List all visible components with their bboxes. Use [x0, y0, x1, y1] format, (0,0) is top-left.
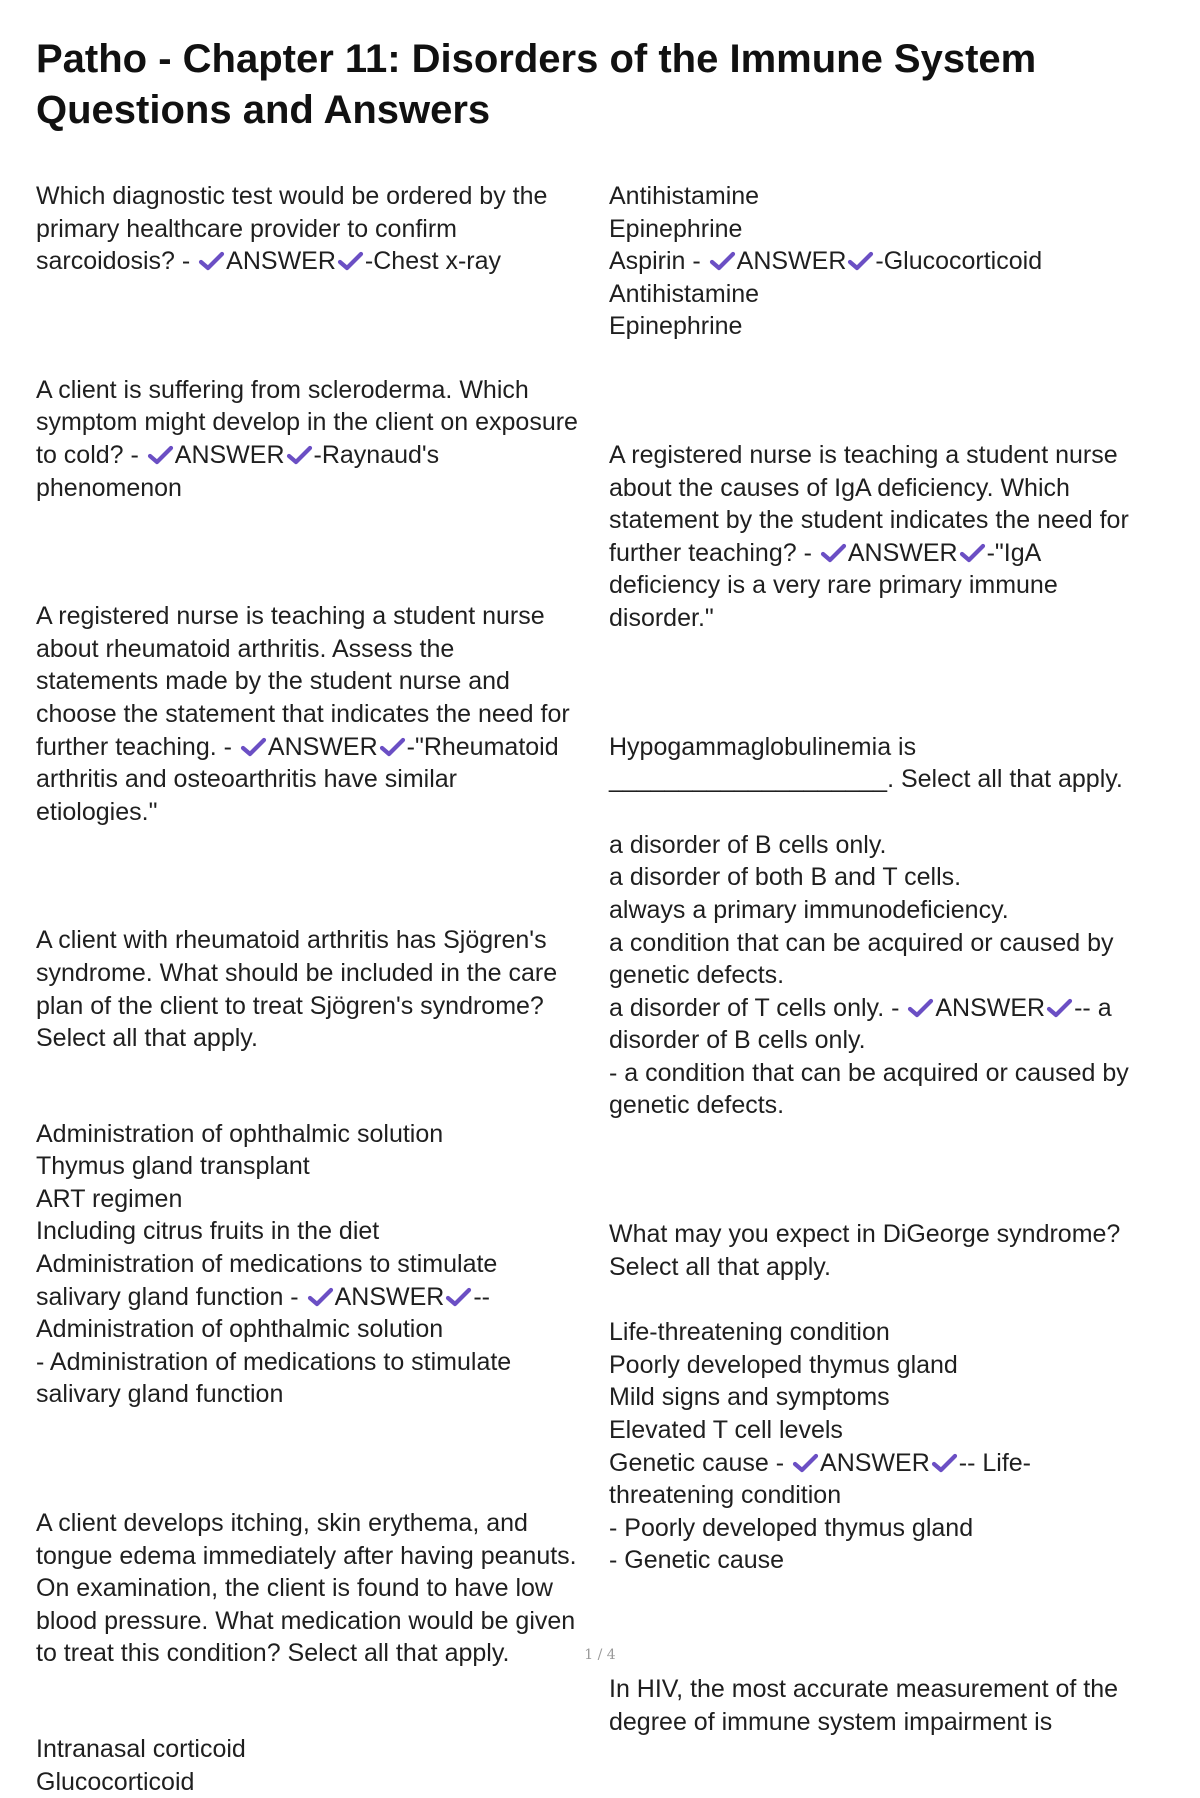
question-text-end: salivary gland function -	[36, 1282, 306, 1311]
text-line: tongue edema immediately after having peanuts.	[36, 1541, 577, 1570]
text-line: Glucocorticoid	[36, 1767, 195, 1796]
text-line: A client is suffering from scleroderma. Which	[36, 375, 529, 404]
text-line: A registered nurse is teaching a student nurse	[36, 602, 545, 631]
question-text-end: Genetic cause -	[609, 1448, 792, 1477]
answer-label: ANSWER	[267, 732, 378, 761]
answer-line	[36, 439, 601, 472]
question-text-end: Aspirin -	[609, 247, 708, 276]
answer-label: ANSWER	[174, 440, 285, 469]
text-line: A registered nurse is teaching a student nurse	[609, 440, 1118, 469]
text-line: a disorder of both B and T cells.	[609, 863, 962, 892]
text-line: syndrome. What should be included in the care	[36, 958, 558, 987]
text-line: Including citrus fruits in the diet	[36, 1217, 380, 1246]
text-line: Poorly developed thymus gland	[609, 1350, 958, 1379]
paragraph-gap	[609, 1283, 1169, 1316]
check-mark-icon	[792, 1453, 819, 1473]
text-line: arthritis and osteoarthritis have similar	[36, 765, 457, 794]
paragraph-gap	[609, 796, 1169, 829]
text-line: - Administration of medications to stimulate	[36, 1347, 512, 1376]
answer-label: ANSWER	[736, 247, 847, 276]
text-line: about rheumatoid arthritis. Assess the	[36, 634, 455, 663]
text-line: blood pressure. What medication would be given	[36, 1606, 576, 1635]
answer-label: ANSWER	[820, 1448, 930, 1477]
check-mark-icon	[709, 251, 736, 271]
check-mark-icon	[1046, 998, 1073, 1018]
text-line: A client develops itching, skin erythema, and	[36, 1509, 528, 1538]
answer-line	[36, 245, 601, 278]
text-line: Select all that apply.	[609, 1252, 831, 1281]
text-line: phenomenon	[36, 473, 182, 502]
paragraph-gap	[36, 1670, 601, 1733]
text-line: Hypogammaglobulinemia is	[609, 732, 917, 761]
page-number: 1 / 4	[584, 1647, 616, 1663]
text-line: Epinephrine	[609, 312, 743, 341]
check-mark-icon	[379, 737, 406, 757]
answer-line	[36, 731, 601, 764]
text-line: Life-threatening condition	[609, 1318, 890, 1347]
paragraph-gap	[36, 1411, 601, 1507]
check-mark-icon	[307, 1287, 334, 1307]
text-line: a condition that can be acquired or caused by	[609, 928, 1114, 957]
document-title: Patho - Chapter 11: Disorders of the Immune System Questions and Answers	[36, 37, 1037, 132]
answer-text: -Raynaud's	[313, 440, 440, 469]
paragraph-gap	[36, 504, 601, 600]
paragraph-gap	[36, 828, 601, 924]
answer-line	[609, 992, 1169, 1025]
text-line: Antihistamine	[609, 279, 760, 308]
text-line: salivary gland function	[36, 1380, 284, 1409]
text-line: Select all that apply.	[36, 1024, 258, 1053]
check-mark-icon	[907, 998, 934, 1018]
paragraph-gap	[609, 635, 1169, 731]
check-mark-icon	[198, 251, 225, 271]
answer-label: ANSWER	[935, 993, 1046, 1022]
question-text-end: to cold? -	[36, 440, 146, 469]
text-line: a disorder of B cells only.	[609, 830, 887, 859]
text-line: symptom might develop in the client on exposure	[36, 408, 578, 437]
answer-text: -Glucocorticoid	[875, 247, 1043, 276]
answer-text: -- Life-	[958, 1448, 1031, 1477]
check-mark-icon	[959, 543, 986, 563]
answer-text: -- a	[1074, 993, 1112, 1022]
text-line: Administration of ophthalmic solution	[36, 1315, 444, 1344]
text-line: What may you expect in DiGeorge syndrome?	[609, 1220, 1121, 1249]
check-mark-icon	[147, 445, 174, 465]
question-text-end: further teaching. -	[36, 732, 239, 761]
question-text-end: sarcoidosis? -	[36, 247, 198, 276]
question-text-end: further teaching? -	[609, 538, 819, 567]
text-line: Elevated T cell levels	[609, 1416, 843, 1445]
text-line: Epinephrine	[609, 214, 743, 243]
answer-line	[36, 1281, 601, 1314]
text-line: ART regimen	[36, 1184, 183, 1213]
answer-label: ANSWER	[847, 538, 958, 567]
answer-text: -"IgA	[986, 538, 1042, 567]
text-line: always a primary immunodeficiency.	[609, 895, 1009, 924]
text-line: Administration of medications to stimulate	[36, 1250, 498, 1279]
answer-line	[609, 537, 1169, 570]
text-line: to treat this condition? Select all that apply.	[36, 1639, 510, 1668]
answer-text: --	[473, 1282, 490, 1311]
text-line: Which diagnostic test would be ordered by the	[36, 182, 548, 210]
text-line: primary healthcare provider to confirm	[36, 214, 457, 243]
text-line: ____________________. Select all that apply.	[609, 765, 1123, 794]
text-line: Antihistamine	[609, 182, 760, 210]
text-line: disorder."	[609, 603, 714, 632]
check-mark-icon	[286, 445, 313, 465]
check-mark-icon	[445, 1287, 472, 1307]
text-line: plan of the client to treat Sjögren's syndrome?	[36, 991, 544, 1020]
text-line: Thymus gland transplant	[36, 1152, 310, 1181]
text-line: statements made by the student nurse and	[36, 667, 510, 696]
paragraph-gap	[36, 278, 601, 374]
text-line: On examination, the client is found to have low	[36, 1574, 553, 1603]
text-line: choose the statement that indicates the need for	[36, 699, 570, 728]
text-line: about the causes of IgA deficiency. Which	[609, 473, 1070, 502]
text-line: degree of immune system impairment is	[609, 1707, 1053, 1736]
text-line: disorder of B cells only.	[609, 1026, 866, 1055]
answer-label: ANSWER	[226, 247, 336, 276]
check-mark-icon	[847, 251, 874, 271]
check-mark-icon	[337, 251, 364, 271]
text-line: Administration of ophthalmic solution	[36, 1119, 444, 1148]
left-column	[36, 180, 601, 1798]
text-line: - Genetic cause	[609, 1546, 785, 1575]
question-text-end: a disorder of T cells only. -	[609, 993, 907, 1022]
text-line: genetic defects.	[609, 961, 785, 990]
text-line: deficiency is a very rare primary immune	[609, 571, 1058, 600]
text-line: threatening condition	[609, 1481, 842, 1510]
answer-text: -"Rheumatoid	[406, 732, 559, 761]
check-mark-icon	[931, 1453, 958, 1473]
answer-line	[609, 1447, 1169, 1480]
paragraph-gap	[609, 1122, 1169, 1218]
text-line: - a condition that can be acquired or caused by	[609, 1058, 1129, 1087]
check-mark-icon	[820, 543, 847, 563]
text-line: Intranasal corticoid	[36, 1735, 246, 1763]
paragraph-gap	[609, 343, 1169, 439]
text-line: statement by the student indicates the need for	[609, 506, 1129, 535]
check-mark-icon	[240, 737, 267, 757]
answer-text: -Chest x-ray	[364, 247, 502, 276]
text-line: A client with rheumatoid arthritis has Sjögren's	[36, 926, 547, 955]
text-line: In HIV, the most accurate measurement of the	[609, 1675, 1119, 1703]
paragraph-gap	[36, 1055, 601, 1118]
text-line: genetic defects.	[609, 1091, 785, 1120]
text-line: - Poorly developed thymus gland	[609, 1513, 974, 1542]
text-line: Mild signs and symptoms	[609, 1383, 890, 1412]
right-column	[609, 180, 1169, 1738]
answer-line	[609, 245, 1169, 278]
answer-label: ANSWER	[334, 1282, 445, 1311]
text-line: etiologies."	[36, 797, 158, 826]
